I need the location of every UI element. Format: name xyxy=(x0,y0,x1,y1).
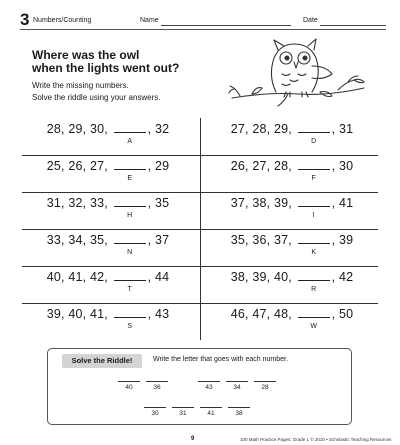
owl-on-branch-icon xyxy=(228,36,368,108)
problem-cell xyxy=(208,268,376,305)
missing-number-blank[interactable] xyxy=(114,123,146,133)
number-sequence xyxy=(24,270,192,284)
problem-grid xyxy=(22,118,378,340)
riddle-answer-slot[interactable] xyxy=(226,381,248,391)
topic-label: Numbers/Counting xyxy=(33,17,92,24)
answer-letter: I xyxy=(312,212,315,219)
problem-cell xyxy=(208,194,376,231)
answer-number: 38 xyxy=(235,410,243,417)
answer-letter: T xyxy=(127,286,132,293)
answer-number: 28 xyxy=(261,384,269,391)
answer-letter: K xyxy=(311,249,316,256)
number-sequence xyxy=(208,159,376,173)
answer-letter: E xyxy=(127,175,132,182)
answer-letter: D xyxy=(311,138,317,145)
sequence-before: 35, 36, 37, xyxy=(230,233,292,247)
answer-letter: F xyxy=(311,175,316,182)
answer-number: 43 xyxy=(205,384,213,391)
sequence-after: , 39 xyxy=(331,233,354,247)
missing-number-blank[interactable] xyxy=(298,271,330,281)
missing-number-blank[interactable] xyxy=(114,234,146,244)
riddle-answer-slot[interactable] xyxy=(118,381,140,391)
sequence-before: 33, 34, 35, xyxy=(46,233,108,247)
sequence-after: , 43 xyxy=(147,307,170,321)
sequence-before: 25, 26, 27, xyxy=(46,159,108,173)
sequence-before: 40, 41, 42, xyxy=(46,270,108,284)
riddle-answer-slot[interactable] xyxy=(228,407,250,417)
riddle-answer-slot[interactable] xyxy=(200,407,222,417)
answer-letter: H xyxy=(127,212,133,219)
sequence-after: , 31 xyxy=(331,122,354,136)
answer-number: 41 xyxy=(207,410,215,417)
sequence-before: 46, 47, 48, xyxy=(230,307,292,321)
missing-number-blank[interactable] xyxy=(114,271,146,281)
instruction-line-1: Write the missing numbers. xyxy=(32,81,129,90)
sequence-after: , 32 xyxy=(147,122,170,136)
problem-cell xyxy=(24,305,192,342)
number-sequence xyxy=(208,233,376,247)
problem-cell xyxy=(24,157,192,194)
sequence-before: 26, 27, 28, xyxy=(230,159,292,173)
missing-number-blank[interactable] xyxy=(114,308,146,318)
riddle-answer-slot[interactable] xyxy=(172,407,194,417)
date-field[interactable] xyxy=(320,25,386,26)
missing-number-blank[interactable] xyxy=(298,234,330,244)
footer-credit: 100 Math Practice Pages: Grade 1 © 2010 • Scholastic Teaching Resources xyxy=(240,437,392,442)
problem-cell xyxy=(208,157,376,194)
sequence-after: , 50 xyxy=(331,307,354,321)
answer-number: 34 xyxy=(233,384,241,391)
number-sequence xyxy=(24,307,192,321)
riddle-instruction: Write the letter that goes with each number. xyxy=(153,356,288,363)
number-sequence xyxy=(24,196,192,210)
header-rule xyxy=(20,29,386,30)
riddle-answer-slot[interactable] xyxy=(198,381,220,391)
number-sequence xyxy=(208,307,376,321)
missing-number-blank[interactable] xyxy=(114,160,146,170)
answer-letter: W xyxy=(310,323,317,330)
sequence-after: , 41 xyxy=(331,196,354,210)
title-line-1: Where was the owl xyxy=(32,48,140,62)
missing-number-blank[interactable] xyxy=(298,123,330,133)
problem-cell xyxy=(208,305,376,342)
sequence-after: , 37 xyxy=(147,233,170,247)
sequence-after: , 35 xyxy=(147,196,170,210)
footer-page-number: 9 xyxy=(191,436,195,442)
date-label: Date xyxy=(303,17,318,24)
sequence-before: 37, 38, 39, xyxy=(230,196,292,210)
riddle-title xyxy=(32,49,242,75)
name-field[interactable] xyxy=(161,25,291,26)
sequence-before: 31, 32, 33, xyxy=(46,196,108,210)
sequence-after: , 29 xyxy=(147,159,170,173)
page-number: 3 xyxy=(20,10,30,29)
riddle-answer-slot[interactable] xyxy=(146,381,168,391)
answer-letter: S xyxy=(127,323,132,330)
missing-number-blank[interactable] xyxy=(298,308,330,318)
problem-cell xyxy=(24,231,192,268)
instruction-line-2: Solve the riddle using your answers. xyxy=(32,93,161,102)
answer-number: 30 xyxy=(151,410,159,417)
answer-letter: A xyxy=(127,138,132,145)
number-sequence xyxy=(208,122,376,136)
sequence-before: 28, 29, 30, xyxy=(46,122,108,136)
sequence-before: 38, 39, 40, xyxy=(230,270,292,284)
missing-number-blank[interactable] xyxy=(114,197,146,207)
problem-cell xyxy=(208,231,376,268)
missing-number-blank[interactable] xyxy=(298,160,330,170)
name-label: Name xyxy=(140,17,159,24)
sequence-before: 27, 28, 29, xyxy=(230,122,292,136)
number-sequence xyxy=(208,270,376,284)
riddle-answer-slot[interactable] xyxy=(144,407,166,417)
problem-cell xyxy=(24,120,192,157)
problem-cell xyxy=(24,194,192,231)
number-sequence xyxy=(208,196,376,210)
number-sequence xyxy=(24,159,192,173)
sequence-after: , 44 xyxy=(147,270,170,284)
title-line-2: when the lights went out? xyxy=(32,61,180,75)
problem-cell xyxy=(24,268,192,305)
sequence-before: 39, 40, 41, xyxy=(46,307,108,321)
answer-number: 31 xyxy=(179,410,187,417)
problem-cell xyxy=(208,120,376,157)
answer-letter: R xyxy=(311,286,317,293)
answer-letter: N xyxy=(127,249,133,256)
missing-number-blank[interactable] xyxy=(298,197,330,207)
sequence-after: , 30 xyxy=(331,159,354,173)
riddle-answer-slot[interactable] xyxy=(254,381,276,391)
riddle-label: Solve the Riddle! xyxy=(62,354,142,368)
number-sequence xyxy=(24,233,192,247)
answer-number: 36 xyxy=(153,384,161,391)
instructions xyxy=(32,80,161,104)
number-sequence xyxy=(24,122,192,136)
sequence-after: , 42 xyxy=(331,270,354,284)
page-header xyxy=(20,10,386,29)
answer-number: 40 xyxy=(125,384,133,391)
riddle-box xyxy=(47,348,352,425)
